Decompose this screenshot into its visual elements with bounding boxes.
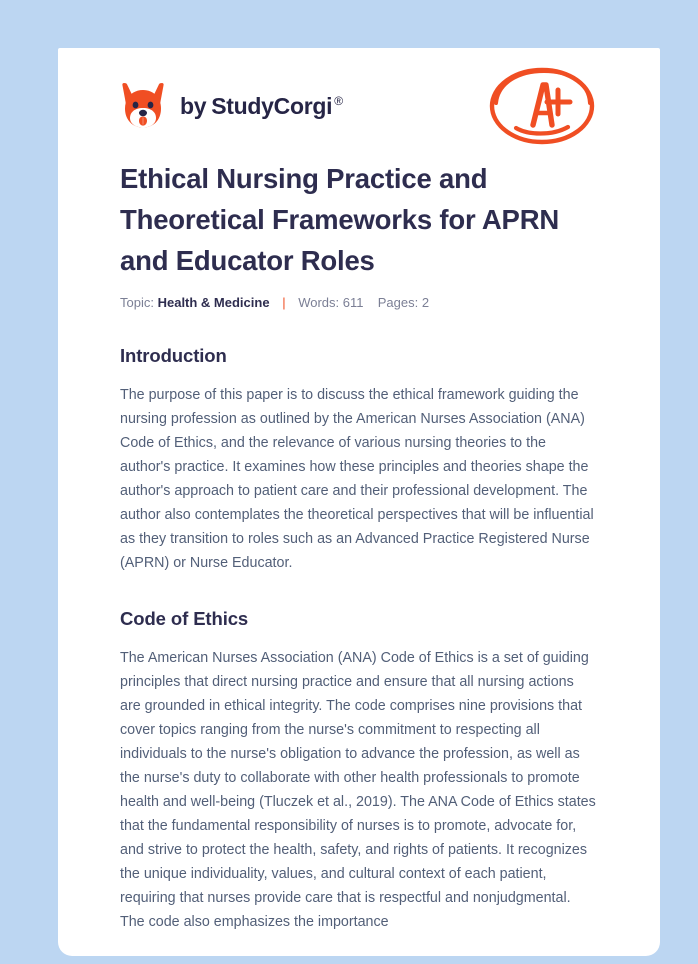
page-title: Ethical Nursing Practice and Theoretical Frameworks for APRN and Educator Roles (120, 163, 560, 276)
section-paragraph-introduction: The purpose of this paper is to discuss the ethical framework guiding the nursing profession as outlined by the American Nurses Association (ANA) Code of Ethics, and the relevance of various nursing theories to the author's practice. It examines how these principles and theories shape the author's approach to patient care and their professional development. The author also contemplates the theoretical perspectives that will be influential as they transition to roles such as an Advanced Practice Registered Nurse (APRN) or Nurse Educator. (120, 387, 594, 571)
document-header (120, 48, 598, 158)
brand-by-label: by (180, 92, 207, 119)
section-heading-introduction: Introduction (120, 345, 227, 366)
brand-wordmark (180, 93, 343, 120)
meta-words-label: Words: (298, 295, 340, 310)
corgi-face-icon (120, 81, 166, 131)
meta-topic-label: Topic: (120, 295, 154, 310)
meta-pages-value: 2 (421, 295, 430, 310)
meta-pages-label: Pages: (377, 295, 419, 310)
brand-name-label: StudyCorgi (211, 92, 333, 119)
registered-trademark-icon: ® (334, 93, 343, 108)
section-paragraph-code-of-ethics: The American Nurses Association (ANA) Code of Ethics is a set of guiding principles that direct nursing practice and ensure that all nursing actions are grounded in ethical integrity. The code comprises nine provisions that cover topics ranging from the nurse's commitment to respecting all individuals to the nurse's obligation to advance the profession, as well as the nurse's duty to collaborate with other health professionals to promote health and well-being (Tluczek et al., 2019). The ANA Code of Ethics states that the fundamental responsibility of nurses is to promote, advocate for, and strive to protect the health, safety, and rights of patients. It recognizes the unique individuality, values, and cultural context of each patient, requiring that nurses provide care that is respectful and nonjudgmental. The code also emphasizes the importance (120, 650, 596, 930)
document-page (58, 48, 660, 956)
meta-words-value: 611 (342, 295, 364, 310)
section-heading-code-of-ethics: Code of Ethics (120, 608, 249, 629)
a-plus-grade-badge (486, 63, 598, 149)
meta-separator: | (282, 295, 286, 310)
meta-topic-value[interactable]: Health & Medicine (157, 295, 270, 310)
document-meta (120, 294, 598, 312)
studycorgi-brand[interactable] (120, 81, 343, 131)
